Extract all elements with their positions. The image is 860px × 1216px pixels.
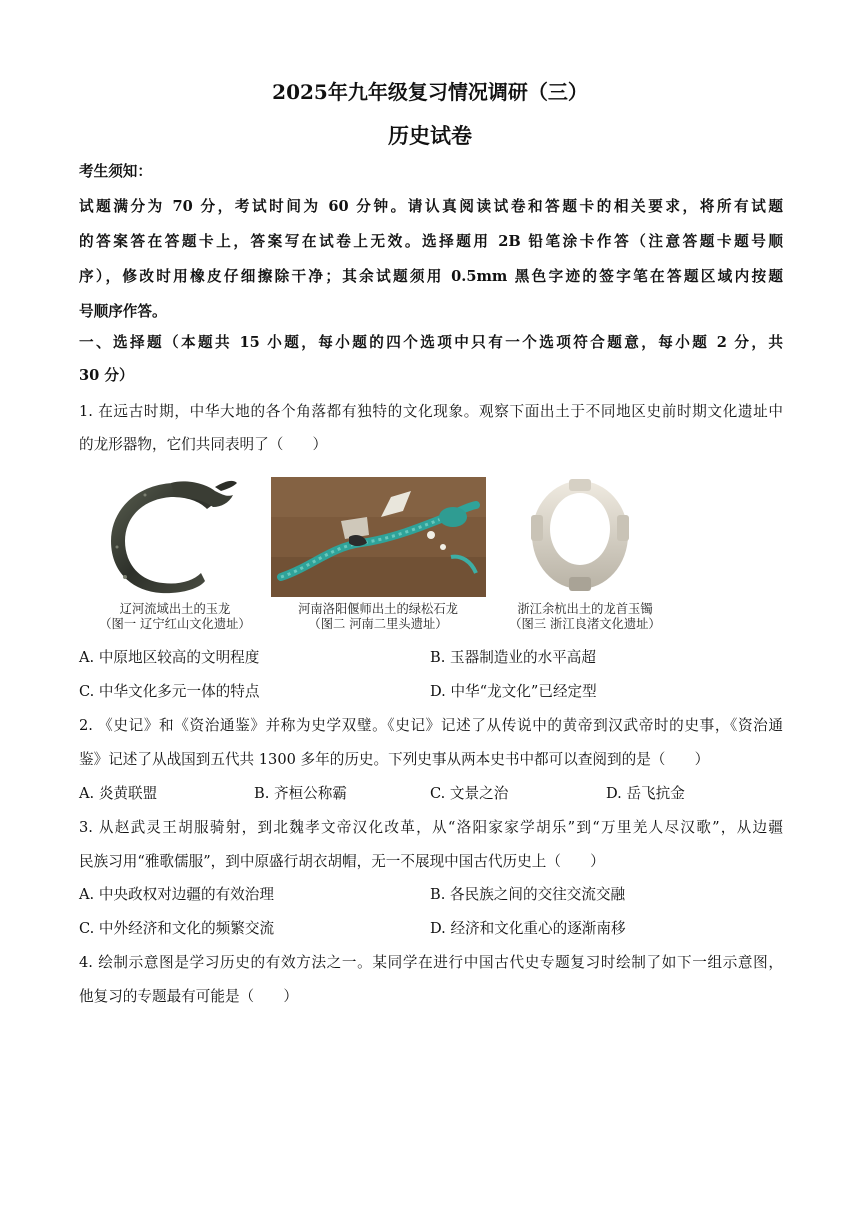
q3-option-b: B. 各民族之间的交往交流交融 (430, 886, 626, 903)
q3-option-d: D. 经济和文化重心的逐渐南移 (430, 920, 626, 937)
q1-option-d: D. 中华“龙文化”已经定型 (430, 683, 597, 700)
jade-bracelet-image (525, 477, 635, 597)
q4-stem: 他复习的专题最有可能是（ ） (79, 988, 298, 1005)
q2-option-d: D. 岳飞抗金 (606, 785, 685, 802)
section-heading: 30 分） (79, 367, 134, 384)
q2-stem: 鉴》记述了从战国到五代共 1300 多年的历史。下列史事从两本史书中都可以查阅到的是（ ） (79, 751, 710, 768)
turquoise-dragon-image (271, 477, 486, 597)
q1-option-a: A. 中原地区较高的文明程度 (79, 649, 260, 666)
figure-caption: 河南洛阳偃师出土的绿松石龙 (298, 602, 458, 616)
q1-option-b: B. 玉器制造业的水平高超 (430, 649, 596, 666)
q3-stem: 3. 从赵武灵王胡服骑射，到北魏孝文帝汉化改革，从“洛阳家家学胡乐”到“万里羌人尽汉歌”，从边疆 (79, 819, 783, 836)
q3-option-a: A. 中央政权对边疆的有效治理 (79, 886, 274, 903)
figure-caption: 浙江余杭出土的龙首玉镯 (517, 602, 653, 616)
section-heading: 一、选择题（本题共 15 小题，每小题的四个选项中只有一个选项符合题意，每小题 2 分，共 (79, 334, 783, 351)
figure-caption: 辽河流域出土的玉龙 (119, 602, 231, 616)
notice-line: 号顺序作答。 (79, 303, 167, 320)
q2-option-a: A. 炎黄联盟 (79, 785, 158, 802)
figure-turquoise-dragon (271, 477, 486, 597)
notice-heading: 考生须知： (79, 163, 152, 180)
exam-title: 2025年九年级复习情况调研（三） (272, 80, 588, 104)
exam-subject: 历史试卷 (388, 123, 472, 148)
q1-stem: 的龙形器物，它们共同表明了（ ） (79, 436, 328, 453)
q3-stem: 民族习用“雅歌儒服”，到中原盛行胡衣胡帽，无一不展现中国古代历史上（ ） (79, 853, 605, 870)
figure-caption: （图三 浙江良渚文化遗址） (509, 617, 661, 631)
q2-option-c: C. 文景之治 (430, 785, 509, 802)
q1-option-c: C. 中华文化多元一体的特点 (79, 683, 260, 700)
figure-jade-bracelet (525, 477, 635, 597)
figure-caption: （图二 河南二里头遗址） (308, 617, 448, 631)
q2-stem: 2. 《史记》和《资治通鉴》并称为史学双璧。《史记》记述了从传说中的黄帝到汉武帝时的史事，《资治通 (79, 717, 783, 734)
figure-caption: （图一 辽宁红山文化遗址） (99, 617, 251, 631)
notice-line: 的答案答在答题卡上，答案写在试卷上无效。选择题用 2B 铅笔涂卡作答（注意答题卡题号顺 (79, 233, 783, 250)
q3-option-c: C. 中外经济和文化的频繁交流 (79, 920, 275, 937)
jade-dragon-image (95, 477, 255, 597)
notice-line: 试题满分为 70 分，考试时间为 60 分钟。请认真阅读试卷和答题卡的相关要求，将所有试题 (79, 198, 783, 215)
q4-stem: 4. 绘制示意图是学习历史的有效方法之一。某同学在进行中国古代史专题复习时绘制了如下一组示意图， (79, 954, 783, 971)
q2-option-b: B. 齐桓公称霸 (254, 785, 347, 802)
figure-jade-dragon (95, 477, 255, 597)
notice-line: 序），修改时用橡皮仔细擦除干净；其余试题须用 0.5mm 黑色字迹的签字笔在答题区域内按题 (79, 268, 783, 285)
q1-stem: 1. 在远古时期，中华大地的各个角落都有独特的文化现象。观察下面出土于不同地区史前时期文化遗址中 (79, 403, 783, 420)
